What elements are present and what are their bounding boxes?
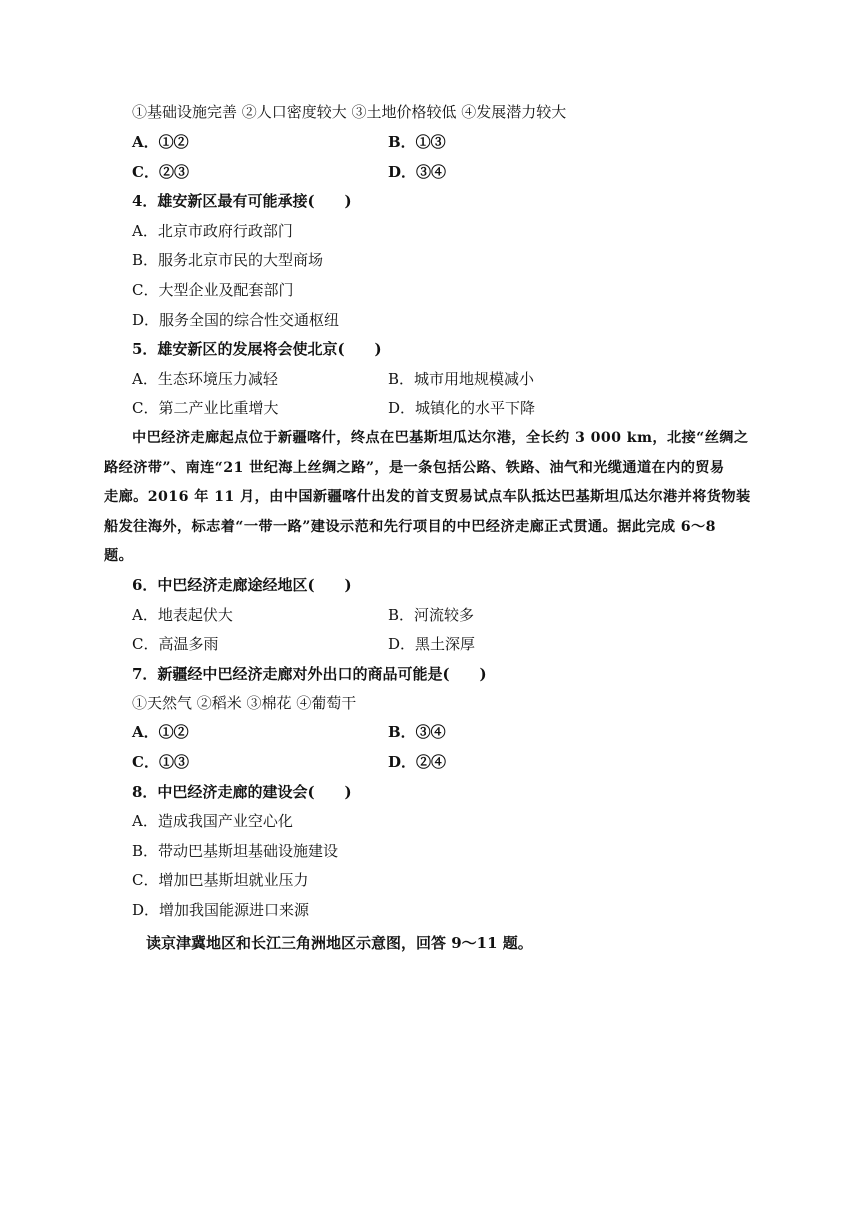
q3-option-d: D．③④: [388, 163, 447, 181]
q6-stem: 6．中巴经济走廊途经地区( ): [132, 576, 352, 594]
q5-stem: 5．雄安新区的发展将会使北京( ): [132, 340, 382, 358]
q6-option-a: A．地表起伏大: [132, 606, 233, 624]
q8-option-b: B．带动巴基斯坦基础设施建设: [132, 842, 339, 860]
q8-option-c: C．增加巴基斯坦就业压力: [132, 871, 309, 889]
q7-option-c: C．①③: [132, 753, 189, 771]
q3-options-line: ①基础设施完善 ②人口密度较大 ③土地价格较低 ④发展潜力较大: [132, 103, 567, 121]
q7-options-line: ①天然气 ②稻米 ③棉花 ④葡萄干: [132, 694, 357, 712]
q7-option-d: D．②④: [388, 753, 447, 771]
q7-option-b: B．③④: [388, 723, 446, 741]
q4-option-b: B．服务北京市民的大型商场: [132, 251, 324, 269]
q6-option-d: D．黑土深厚: [388, 635, 476, 653]
passage-line-3: 走廊。2016 年 11 月，由中国新疆喀什出发的首支贸易试点车队抵达巴基斯坦瓜达尔港并将货物装: [104, 489, 751, 506]
q7-stem: 7．新疆经中巴经济走廊对外出口的商品可能是( ): [132, 665, 487, 683]
q6-option-c: C．高温多雨: [132, 635, 219, 653]
q7-option-a: A．①②: [132, 723, 189, 741]
closing-instruction: 读京津冀地区和长江三角洲地区示意图，回答 9～11 题。: [146, 934, 533, 952]
q5-option-b: B．城市用地规模减小: [388, 370, 535, 388]
q3-option-a: A．①②: [132, 133, 189, 151]
q6-option-b: B．河流较多: [388, 606, 475, 624]
q5-option-d: D．城镇化的水平下降: [388, 399, 536, 417]
passage-line-1: 中巴经济走廊起点位于新疆喀什，终点在巴基斯坦瓜达尔港，全长约 3 000 km，北接“丝绸之: [132, 430, 749, 446]
passage-line-4: 船发往海外，标志着“一带一路”建设示范和先行项目的中巴经济走廊正式贯通。据此完成 6～8: [104, 518, 716, 535]
passage-line-5: 题。: [104, 548, 134, 565]
passage: [104, 424, 760, 572]
q3-option-b: B．①③: [388, 133, 446, 151]
q8-option-a: A．造成我国产业空心化: [132, 812, 293, 830]
q4-option-a: A．北京市政府行政部门: [132, 222, 293, 240]
q4-stem: 4．雄安新区最有可能承接( ): [132, 192, 352, 210]
q8-stem: 8．中巴经济走廊的建设会( ): [132, 783, 352, 801]
q3-option-c: C．②③: [132, 163, 189, 181]
q4-option-d: D．服务全国的综合性交通枢纽: [132, 311, 340, 329]
passage-line-2: 路经济带”、南连“21 世纪海上丝绸之路”，是一条包括公路、铁路、油气和光缆通道在内的贸易: [104, 459, 725, 476]
q5-option-c: C．第二产业比重增大: [132, 399, 279, 417]
q5-option-a: A．生态环境压力减轻: [132, 370, 278, 388]
q8-option-d: D．增加我国能源进口来源: [132, 901, 310, 919]
q4-option-c: C．大型企业及配套部门: [132, 281, 294, 299]
